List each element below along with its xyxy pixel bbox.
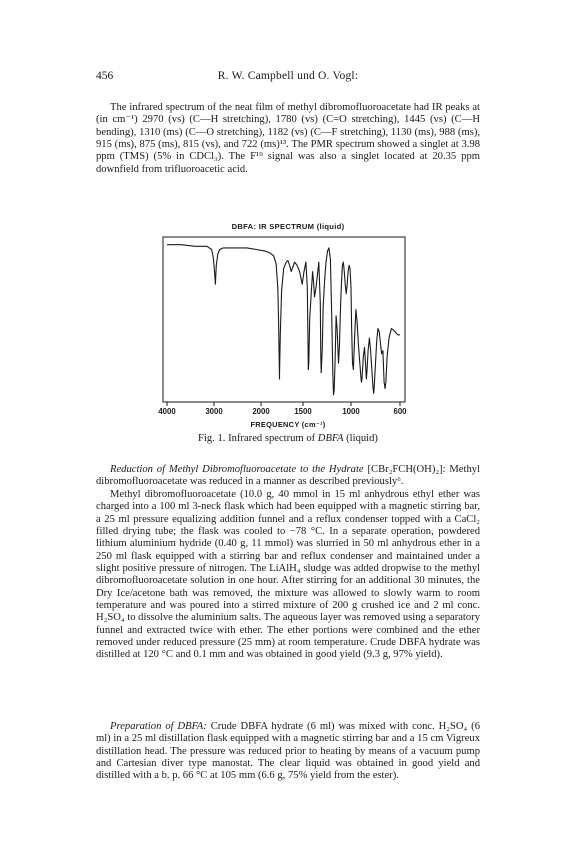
- x-tick-label: 2000: [252, 407, 270, 416]
- reduction-paragraph: [96, 464, 480, 489]
- x-tick-label: 1000: [342, 407, 360, 416]
- caption-compound: DBFA: [317, 433, 344, 444]
- preparation-paragraph: [96, 721, 480, 783]
- procedure-paragraph: Methyl dibromofluoroacetate (10.0 g, 40 mmol in 15 ml anhydrous ethyl ether was charged into a 100 ml 3-neck flask which had been equipped with a magnetic stirring bar, a 25 ml pressure equalizing addition funnel and a reflux condenser topped with a CaCl₂ filled drying tube; the flask was cooled to −78 °C. In a separate operation, powdered lithium aluminium hydride (0.40 g, 11 mmol) was slurried in 50 ml anhydrous ether in a 250 ml flask equipped with a stirring bar and reflux condenser and maintained under a slight positive pressure of nitrogen. The LiAlH₄ sludge was added dropwise to the methyl dibromofluoroacetate solution in one hour. After stirring for an additional 30 minutes, the Dry Ice/acetone bath was removed, the mixture was allowed to slowly warm to room temperature and was poured into a stirred mixture of 200 g crushed ice and 2 ml conc. H₂SO₄ to dissolve the aluminium salts. The aqueous layer was removed using a separatory funnel and extracted twice with ether. The ether portions were combined and the ether removed under reduced pressure (25 mm) at room temperature. Crude DBFA hydrate was distilled at 120 °C and 0.1 mm and was obtained in good yield (9.3 g, 97% yield).: [96, 489, 480, 661]
- preparation-heading: Preparation of DBFA:: [110, 721, 207, 732]
- reduction-formula: [CBr₂FCH(OH)₂]:: [367, 464, 446, 475]
- spectrum-line: [167, 245, 400, 395]
- preparation-body: Crude DBFA hydrate (6 ml) was mixed with conc. H₂SO₄ (6 ml) in a 25 ml distillation flask equipped with a magnetic stirring bar and a 15 cm Vigreux distillation head. The pressure was reduced prior to heating by means of a vacuum pump and Cartesian diver type manostat. The clear liquid was obtained in good yield and distilled with a b. p. 66 °C at 105 mm (6.6 g, 75% yield from the ester).: [96, 721, 481, 782]
- x-tick-label: 4000: [158, 407, 176, 416]
- running-head: R. W. Campbell und O. Vogl:: [217, 70, 359, 82]
- caption-suffix: (liquid): [346, 433, 378, 444]
- x-axis-tick-labels: [158, 407, 407, 416]
- plot-frame: [163, 237, 405, 402]
- chart-title: DBFA: IR SPECTRUM (liquid): [231, 222, 345, 231]
- figure-caption: [0, 433, 576, 444]
- x-tick-label: 1500: [294, 407, 312, 416]
- x-tick-label: 600: [393, 407, 407, 416]
- page-number: 456: [96, 70, 114, 82]
- caption-label: Fig. 1.: [198, 433, 226, 444]
- reduction-heading: Reduction of Methyl Dibromofluoroacetate to the Hydrate: [110, 464, 364, 475]
- x-axis-label: FREQUENCY (cm⁻¹): [250, 420, 326, 429]
- x-axis-ticks: [167, 402, 400, 406]
- reduction-body: Methyl dibromofluoroacetate was reduced in a manner as described previously⁶.: [96, 464, 480, 488]
- caption-text: Infrared spectrum of: [228, 433, 316, 444]
- x-tick-label: 3000: [205, 407, 223, 416]
- intro-paragraph: The infrared spectrum of the neat film of methyl dibromofluoroacetate had IR peaks at (in cm⁻¹) 2970 (vs) (C—H stretching), 1780 (vs) (C=O stretching), 1445 (vs) (C—H bending), 1310 (ms) (C—O stretching), 1182 (vs) (C—F stretching), 1130 (ms), 988 (ms), 915 (ms), 875 (ms), 815 (vs), and 722 (ms)¹³. The PMR spectrum showed a singlet at 3.98 ppm (TMS) (5% in CDCl₃). The F¹⁹ signal was also a singlet located at 20.35 ppm downfield from trifluoroacetic acid.: [96, 102, 480, 175]
